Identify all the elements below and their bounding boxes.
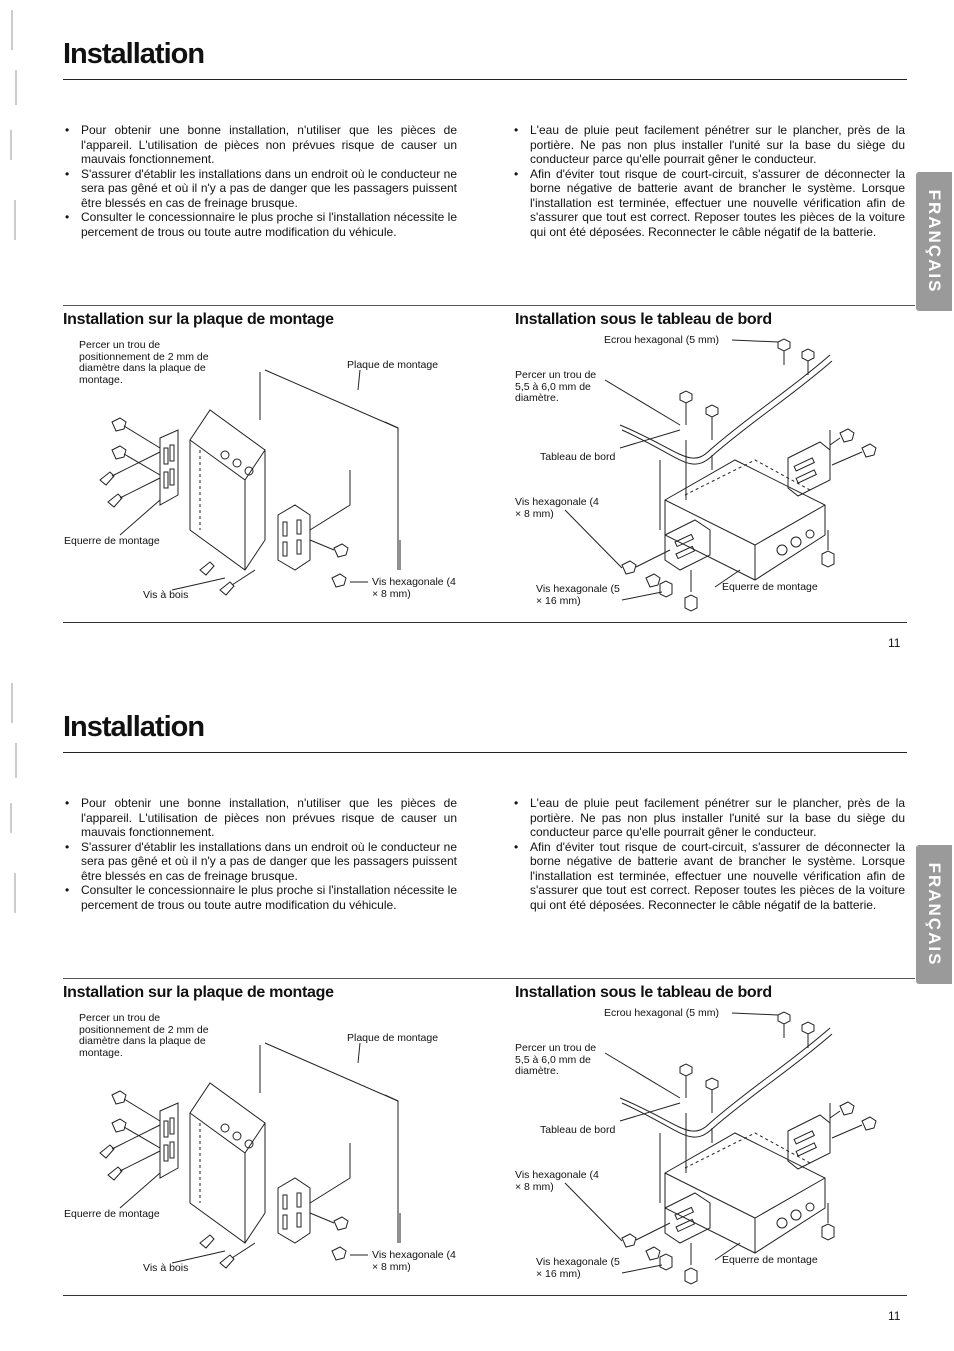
label-hex-screw-4x8-right: Vis hexagonale (4 × 8 mm) xyxy=(515,1169,599,1193)
label-dashboard: Tableau de bord xyxy=(540,451,616,463)
scan-edge-marks xyxy=(2,10,22,350)
title-rule xyxy=(63,752,907,753)
language-tab xyxy=(916,172,952,311)
footer-rule xyxy=(63,622,907,623)
bullet-item: • L'eau de pluie peut facilement pénétrer sur le plancher, près de la portière. Ne pas non plus installer l'unité sur la base du siège du conducteur parce qu'elle pourrait gêner le conducteur. xyxy=(512,796,905,840)
right-bullet-list xyxy=(512,796,905,912)
section-rule xyxy=(63,305,915,306)
bullet-item: • S'assurer d'établir les installations dans un endroit où le conducteur ne sera pas gêné et où il n'y a pas de danger que les passagers puissent être blessés en cas de freinage brusque. xyxy=(63,840,457,884)
bullet-item: • Pour obtenir une bonne installation, n'utiliser que les pièces de l'appareil. L'utilisation de pièces non prévues risque de causer un mauvais fonctionnement. xyxy=(63,796,457,840)
language-tab-label: FRANÇAIS xyxy=(925,862,944,967)
bullet-item: • Consulter le concessionnaire le plus proche si l'installation nécessite le percement de trous ou toute autre modification du véhicule. xyxy=(63,210,457,239)
section-heading-mounting-plate: Installation sur la plaque de montage xyxy=(63,311,334,328)
section-heading-under-dashboard: Installation sous le tableau de bord xyxy=(515,311,772,328)
left-bullet-list xyxy=(63,796,457,912)
label-hole-5mm: Percer un trou de 5,5 à 6,0 mm de diamètre. xyxy=(515,1042,597,1077)
label-hex-nut: Ecrou hexagonal (5 mm) xyxy=(604,1007,719,1019)
label-hex-screw-5x16: Vis hexagonale (5 × 16 mm) xyxy=(536,583,620,607)
label-mounting-plate: Plaque de montage xyxy=(347,359,439,371)
label-mounting-bracket-right: Equerre de montage xyxy=(722,1254,818,1266)
hex-screw-icon xyxy=(112,1091,160,1148)
label-mounting-bracket-left: Equerre de montage xyxy=(64,535,160,547)
label-hex-nut: Ecrou hexagonal (5 mm) xyxy=(604,334,719,346)
label-mounting-bracket-right: Equerre de montage xyxy=(722,581,818,593)
bullet-item: • Afin d'éviter tout risque de court-circuit, s'assurer de déconnecter la borne négative de batterie avant de brancher le système. Lorsque l'installation est terminée, effectuer une nouvelle vérification afin de s'assurer que tout est correct. Reposer toutes les pièces de la voiture qui ont été déposées. Reconnecter le câble négatif de la batterie. xyxy=(512,840,905,913)
language-tab-label: FRANÇAIS xyxy=(925,189,944,294)
label-hole-2mm: Percer un trou de positionnement de 2 mm de diamètre dans la plaque de montage. xyxy=(79,1012,209,1059)
bullet-item: • L'eau de pluie peut facilement pénétrer sur le plancher, près de la portière. Ne pas non plus installer l'unité sur la base du siège du conducteur parce qu'elle pourrait gêner le conducteur. xyxy=(512,123,905,167)
hex-screw-icon xyxy=(112,418,160,475)
section-rule xyxy=(63,978,915,979)
manual-page xyxy=(0,673,954,1349)
label-wood-screw: Vis à bois xyxy=(143,1262,189,1274)
language-tab xyxy=(916,845,952,984)
label-hole-2mm: Percer un trou de positionnement de 2 mm de diamètre dans la plaque de montage. xyxy=(79,339,209,386)
label-hex-screw-4x8-left: Vis hexagonale (4 × 8 mm) xyxy=(372,1249,456,1273)
scan-edge-marks xyxy=(2,683,22,1023)
label-mounting-bracket-left: Equerre de montage xyxy=(64,1208,160,1220)
left-bullet-list xyxy=(63,123,457,239)
footer-rule xyxy=(63,1295,907,1296)
label-hex-screw-4x8-left: Vis hexagonale (4 × 8 mm) xyxy=(372,576,456,600)
section-heading-mounting-plate: Installation sur la plaque de montage xyxy=(63,984,334,1001)
label-hex-screw-5x16: Vis hexagonale (5 × 16 mm) xyxy=(536,1256,620,1280)
bullet-item: • S'assurer d'établir les installations dans un endroit où le conducteur ne sera pas gêné et où il n'y a pas de danger que les passagers puissent être blessés en cas de freinage brusque. xyxy=(63,167,457,211)
page-title: Installation xyxy=(63,711,205,743)
label-wood-screw: Vis à bois xyxy=(143,589,189,601)
hex-nut-icon xyxy=(680,339,814,440)
section-heading-under-dashboard: Installation sous le tableau de bord xyxy=(515,984,772,1001)
hex-nut-icon xyxy=(680,1012,814,1113)
page-number: 11 xyxy=(888,1309,901,1323)
label-hex-screw-4x8-right: Vis hexagonale (4 × 8 mm) xyxy=(515,496,599,520)
label-mounting-plate: Plaque de montage xyxy=(347,1032,439,1044)
page-title: Installation xyxy=(63,38,205,70)
bullet-item: • Consulter le concessionnaire le plus proche si l'installation nécessite le percement de trous ou toute autre modification du véhicule. xyxy=(63,883,457,912)
right-bullet-list xyxy=(512,123,905,239)
page-number: 11 xyxy=(888,636,901,650)
title-rule xyxy=(63,79,907,80)
bullet-item: • Afin d'éviter tout risque de court-circuit, s'assurer de déconnecter la borne négative de batterie avant de brancher le système. Lorsque l'installation est terminée, effectuer une nouvelle vérification afin de s'assurer que tout est correct. Reposer toutes les pièces de la voiture qui ont été déposées. Reconnecter le câble négatif de la batterie. xyxy=(512,167,905,240)
label-hole-5mm: Percer un trou de 5,5 à 6,0 mm de diamètre. xyxy=(515,369,597,404)
bullet-item: • Pour obtenir une bonne installation, n'utiliser que les pièces de l'appareil. L'utilisation de pièces non prévues risque de causer un mauvais fonctionnement. xyxy=(63,123,457,167)
label-dashboard: Tableau de bord xyxy=(540,1124,616,1136)
